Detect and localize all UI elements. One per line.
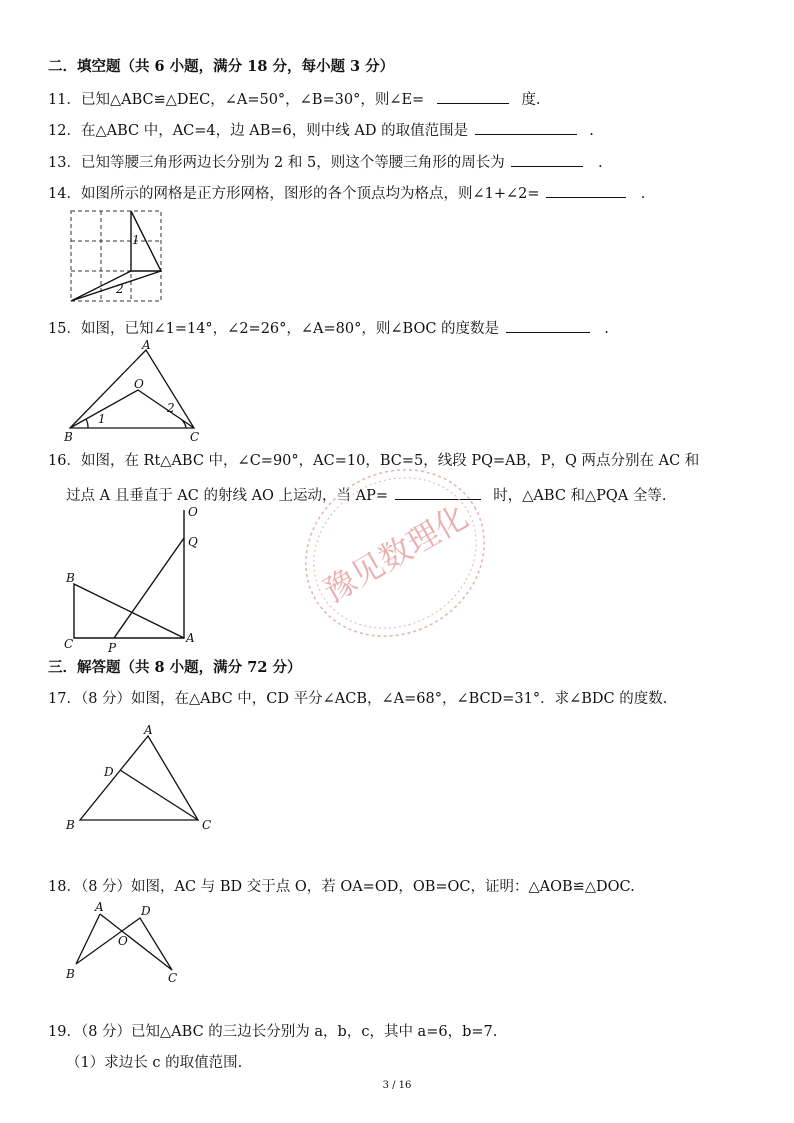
q15-angle-1-label: 1 [98, 412, 106, 426]
q15-angle-2-label: 2 [167, 401, 175, 415]
q15-label-A: A [142, 340, 151, 352]
q16-label-Q: Q [188, 535, 198, 549]
q16-text: 过点 A 且垂直于 AC 的射线 AO 上运动，当 AP= [66, 488, 389, 504]
q16-label-P: P [108, 641, 117, 654]
q18-label-A: A [95, 900, 104, 914]
q18-label-D: D [141, 904, 151, 918]
q15-answer-blank[interactable] [506, 316, 590, 333]
question-13 [48, 150, 603, 173]
watermark-text: 豫见数理化 [316, 497, 475, 611]
q16-label-C: C [64, 637, 74, 651]
q18-label-B: B [66, 967, 75, 981]
section3-heading: 三．解答题（共 8 小题，满分 72 分） [48, 659, 302, 676]
q13-text: 13．已知等腰三角形两边长分别为 2 和 5，则这个等腰三角形的周长为 [48, 155, 505, 171]
question-16-line1: 16．如图，在 Rt△ABC 中，∠C=90°，AC=10，BC=5，线段 PQ=AB，P，Q 两点分别在 AC 和 [48, 453, 700, 469]
q16-figure [60, 502, 204, 658]
q11-unit: 度. [521, 92, 541, 108]
question-11 [48, 87, 541, 110]
question-19-part-1: （1）求边长 c 的取值范围. [66, 1055, 243, 1071]
q17-label-C: C [202, 818, 212, 832]
q14-angle-2-label: 2 [116, 282, 124, 296]
q18-label-O: O [118, 934, 128, 948]
question-12 [48, 118, 594, 141]
q14-angle-1-label: 1 [132, 233, 140, 247]
q15-label-B: B [64, 430, 73, 444]
q18-label-C: C [168, 971, 178, 985]
q11-text: 11．已知△ABC≌△DEC，∠A=50°，∠B=30°，则∠E= [48, 92, 425, 108]
q13-end: . [597, 155, 603, 171]
q14-answer-blank[interactable] [546, 181, 626, 198]
q12-answer-blank[interactable] [475, 118, 577, 135]
q14-figure [68, 208, 168, 308]
q12-end: . [589, 123, 594, 139]
q15-label-O: O [134, 377, 144, 391]
question-14 [48, 181, 645, 204]
q14-text: 14．如图所示的网格是正方形网格，图形的各个顶点均为格点，则∠1+∠2= [48, 186, 540, 202]
page-number: 3 / 16 [382, 1080, 412, 1091]
q17-label-D: D [104, 765, 114, 779]
q15-text: 15．如图，已知∠1=14°，∠2=26°，∠A=80°，则∠BOC 的度数是 [48, 321, 500, 337]
q16-end: 时，△ABC 和△PQA 全等. [493, 488, 667, 504]
q17-figure [62, 720, 218, 838]
question-17: 17．（8 分）如图，在△ABC 中，CD 平分∠ACB，∠A=68°，∠BCD=31°．求∠BDC 的度数. [48, 691, 668, 707]
question-18: 18．（8 分）如图，AC 与 BD 交于点 O，若 OA=OD，OB=OC，证明：△AOB≌△DOC. [48, 879, 635, 895]
q12-text: 12．在△ABC 中，AC=4，边 AB=6，则中线 AD 的取值范围是 [48, 123, 469, 139]
question-19: 19．（8 分）已知△ABC 的三边长分别为 a，b，c，其中 a=6，b=7. [48, 1024, 498, 1040]
q17-label-A: A [144, 723, 153, 737]
section2-heading: 二．填空题（共 6 小题，满分 18 分，每小题 3 分） [48, 58, 395, 75]
q16-label-B: B [66, 571, 75, 585]
q14-end: . [640, 186, 646, 202]
q13-answer-blank[interactable] [511, 150, 583, 167]
q11-answer-blank[interactable] [437, 87, 509, 104]
q15-end: . [604, 321, 609, 337]
q18-figure [60, 898, 190, 992]
q15-label-C: C [190, 430, 200, 444]
question-15 [48, 316, 609, 339]
watermark-stamp [296, 458, 494, 652]
q17-label-B: B [66, 818, 75, 832]
q16-label-O: O [188, 505, 198, 519]
q15-figure [62, 340, 208, 448]
q16-label-A: A [186, 631, 195, 645]
